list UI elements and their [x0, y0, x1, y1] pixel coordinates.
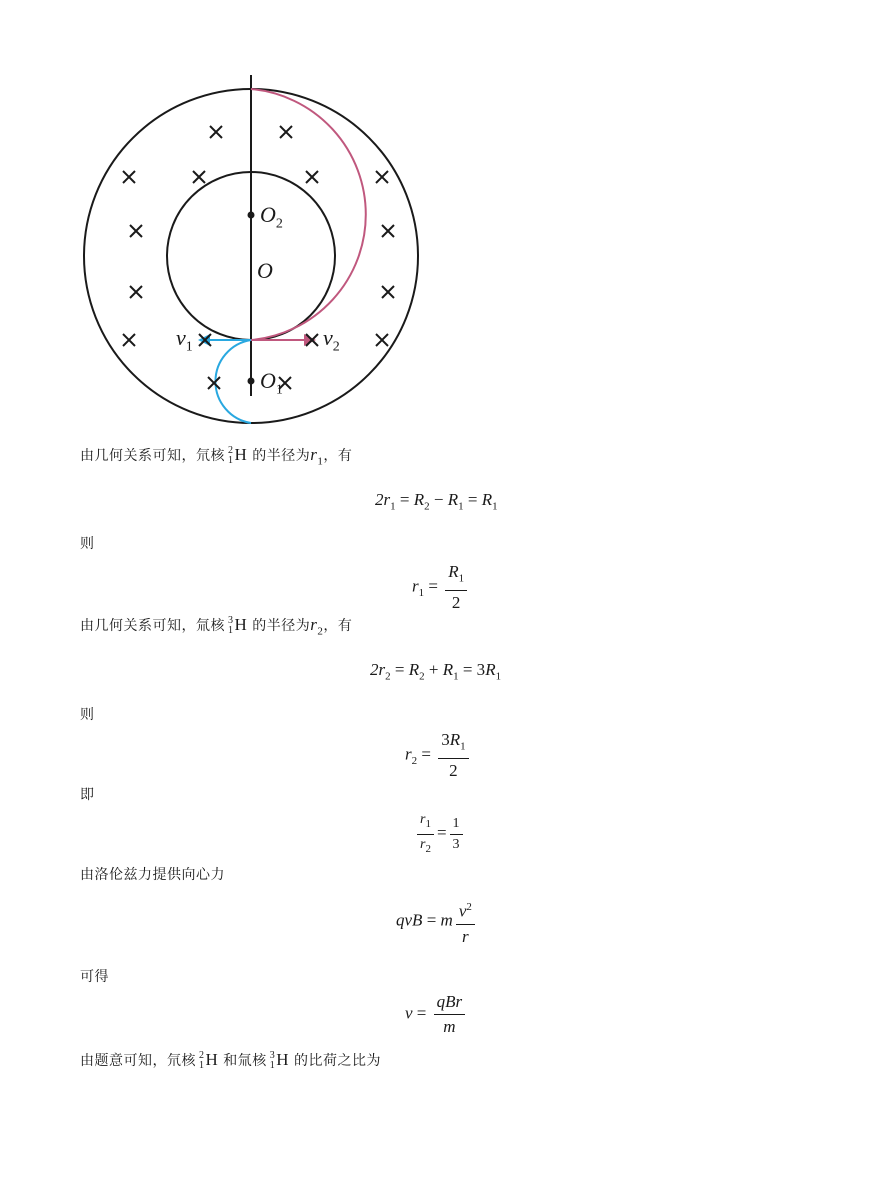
deuteron-trajectory: [215, 340, 251, 423]
magnetic-field-diagram: [80, 70, 430, 430]
then-label-2: 则: [80, 707, 95, 723]
isotope-notation: 3 1: [269, 1050, 276, 1071]
isotope-notation: 2 1: [199, 1050, 205, 1071]
then-label-1: 则: [80, 536, 95, 552]
fraction: $\frac{1}{3}$: [450, 816, 463, 853]
paragraph-triton-radius: 由几何关系可知，氚核 3 1 H 的半径为$r_2$，有: [80, 615, 353, 638]
label-O: O: [257, 258, 273, 283]
O1-point: [248, 378, 255, 385]
label-v1: $v_1$: [176, 325, 193, 355]
equation-2: $r_1$ = $\frac{R_1}{2}$: [412, 562, 470, 613]
equation-3: $2r_2 = R_2 + R_1 = 3R_1$: [370, 660, 502, 683]
fraction: $\frac{R_1}{2}$: [445, 562, 467, 613]
obtain-label: 可得: [80, 969, 109, 985]
equation-5: $\frac{r_1}{r_2}$ = $\frac{1}{3}$: [414, 812, 466, 857]
ie-label: 即: [80, 787, 95, 803]
equation-6: qvB = m $\frac{v^2}{r}$: [396, 897, 478, 947]
fraction: $\frac{3R_1}{2}$: [438, 730, 468, 781]
fraction: $\frac{r_1}{r_2}$: [417, 812, 434, 857]
diagram-svg: [80, 70, 430, 430]
isotope-notation: 2 1: [228, 445, 234, 466]
label-v2: $v_2$: [323, 325, 340, 355]
equation-1: $2r_1 = R_2 - R_1 = R_1$: [375, 490, 498, 513]
label-O1: $O_1$: [260, 368, 283, 398]
paragraph-deuteron-radius: 由几何关系可知，氘核 2 1 H 的半径为$r_1$，有: [80, 445, 353, 468]
O2-point: [248, 212, 255, 219]
fraction: $\frac{\text{qBr}}{m}$: [434, 992, 466, 1037]
lorentz-paragraph: 由洛伦兹力提供向心力: [80, 867, 225, 883]
label-O2: $O_2$: [260, 202, 283, 232]
equation-4: $r_2$ = $\frac{3R_1}{2}$: [405, 730, 472, 781]
v2-arrowhead: [304, 334, 316, 346]
isotope-notation: 3 1: [228, 615, 234, 636]
equation-7: v = $\frac{\text{qBr}}{m}$: [405, 992, 468, 1037]
charge-mass-ratio-paragraph: 由题意可知，氘核 2 1 H 和氚核 3 1 H 的比荷之比为: [80, 1050, 381, 1071]
fraction: $\frac{v^2}{r}$: [456, 897, 475, 947]
